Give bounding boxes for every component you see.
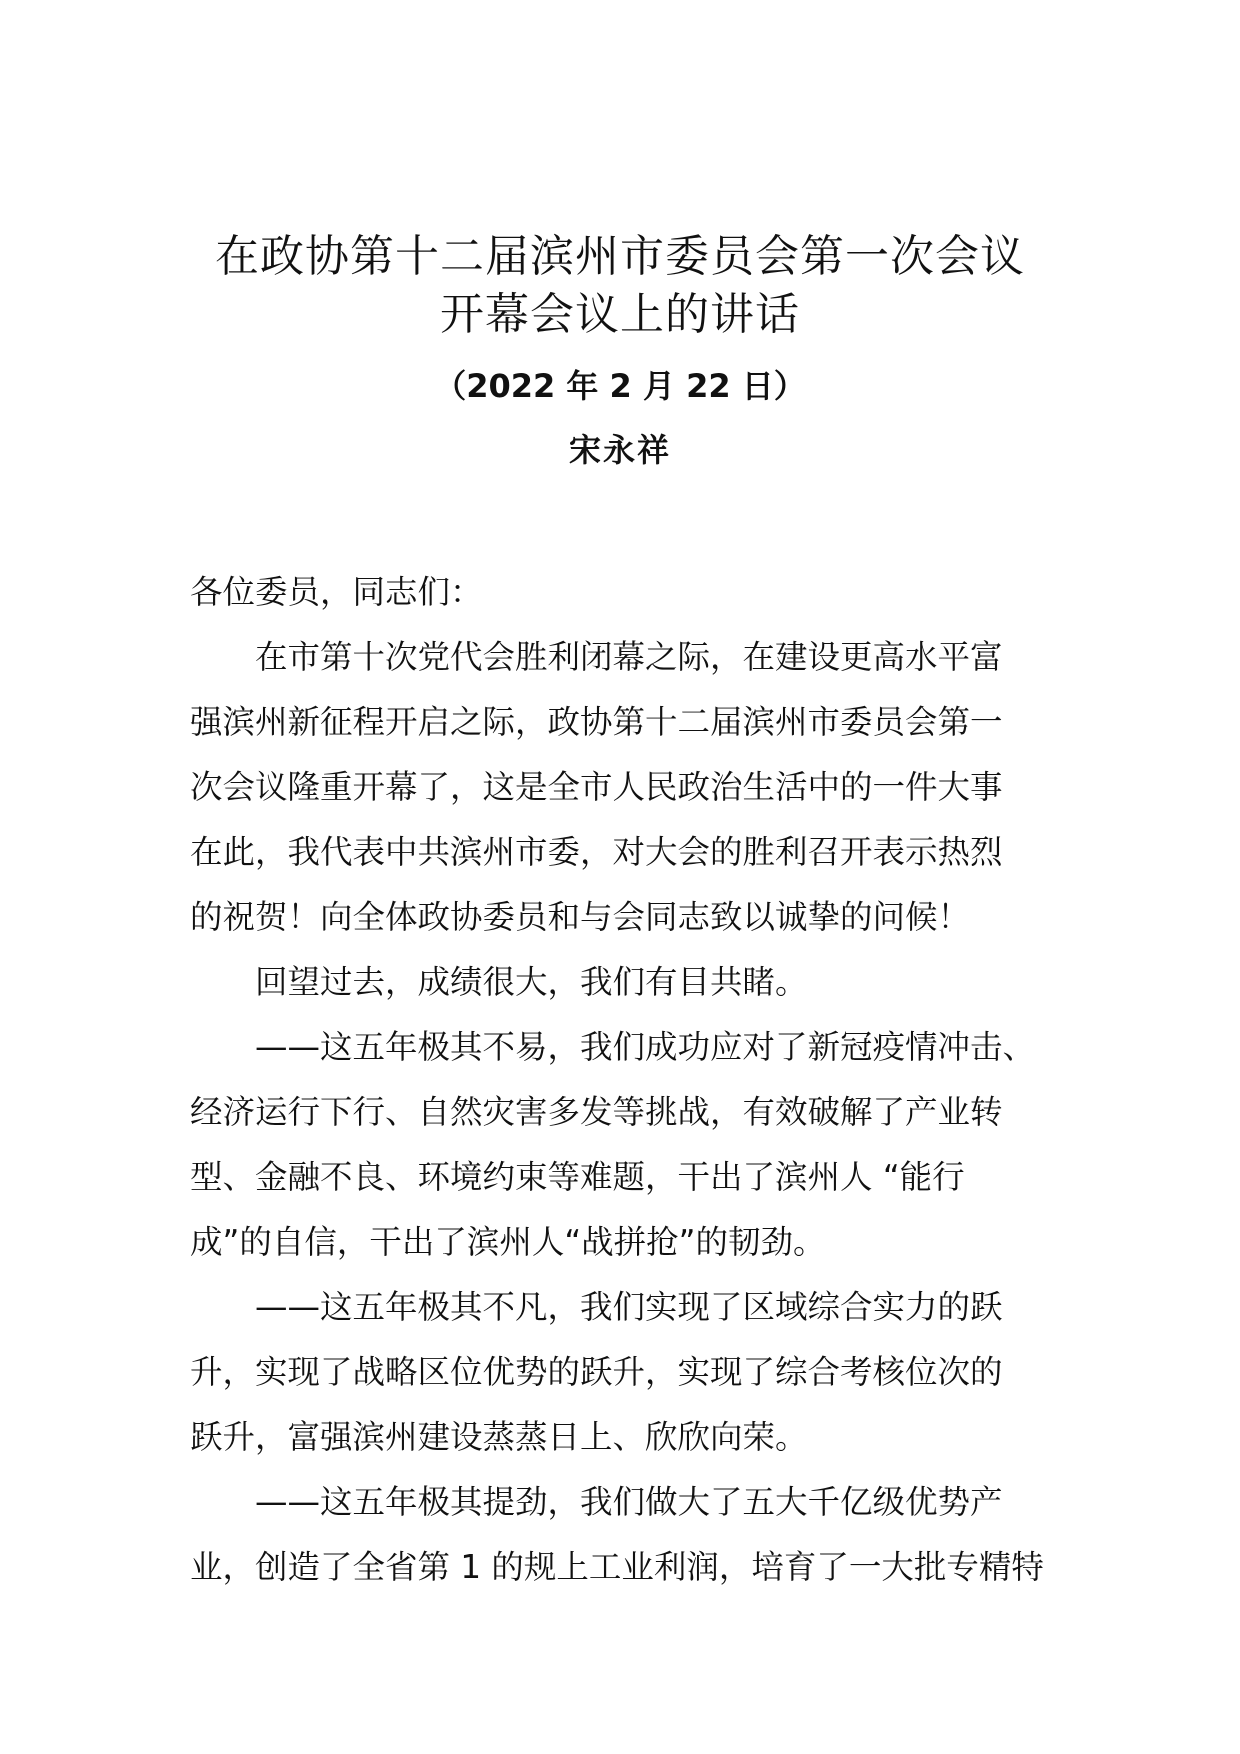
title-line-2: 开幕会议上的讲话: [440, 289, 800, 340]
paragraph-line: 在市第十次党代会胜利闭幕之际，在建设更高水平富: [255, 638, 1003, 676]
paragraph-line: 跃升，富强滨州建设蒸蒸日上、欣欣向荣。: [190, 1418, 808, 1456]
paragraph-line: 回望过去，成绩很大，我们有目共睹。: [255, 963, 808, 1001]
paragraph-line: 强滨州新征程开启之际，政协第十二届滨州市委员会第一: [190, 703, 1003, 741]
paragraph-line: 升，实现了战略区位优势的跃升，实现了综合考核位次的: [190, 1353, 1003, 1391]
paragraph-line: ——这五年极其不易，我们成功应对了新冠疫情冲击、: [255, 1028, 1036, 1066]
paragraph-line: ——这五年极其不凡，我们实现了区域综合实力的跃: [255, 1288, 1003, 1326]
author-name: 宋永祥: [568, 431, 671, 469]
speech-body: [190, 560, 1060, 1600]
paragraph-line: 成”的自信，干出了滨州人“战拼抢”的韧劲。: [190, 1223, 826, 1261]
title-block: [0, 228, 1240, 470]
paragraph-line: 在此，我代表中共滨州市委，对大会的胜利召开表示热烈: [190, 833, 1003, 871]
paragraph-line: 的祝贺！向全体政协委员和与会同志致以诚挚的问候！: [190, 898, 971, 936]
paragraph-line: ——这五年极其提劲，我们做大了五大千亿级优势产: [255, 1483, 1003, 1521]
speech-date: （2022 年 2 月 22 日）: [434, 367, 806, 405]
paragraph-line: 型、金融不良、环境约束等难题，干出了滨州人 “能行: [190, 1158, 965, 1196]
paragraph-line: 经济运行下行、自然灾害多发等挑战，有效破解了产业转: [190, 1093, 1003, 1131]
paragraph-line: 业，创造了全省第 1 的规上工业利润，培育了一大批专精特: [190, 1548, 1044, 1586]
paragraph-line: 次会议隆重开幕了，这是全市人民政治生活中的一件大事: [190, 768, 1003, 806]
greeting: 各位委员，同志们：: [190, 573, 483, 611]
title-line-1: 在政协第十二届滨州市委员会第一次会议: [215, 231, 1025, 282]
